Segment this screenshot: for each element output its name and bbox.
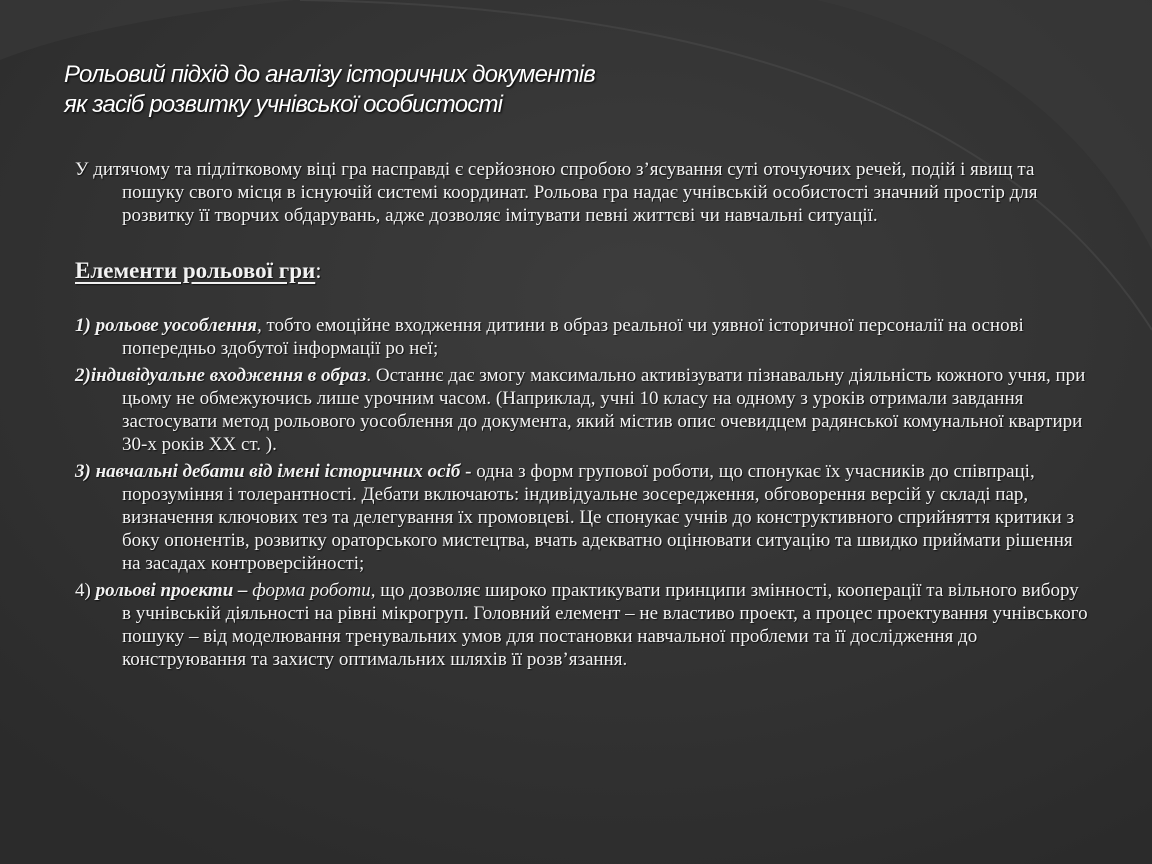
list-item-term: 3) навчальні дебати від імені історичних осіб	[75, 461, 461, 482]
list-item-term: рольові проекти –	[95, 580, 253, 601]
list-item	[75, 364, 1090, 456]
slide-title-line-2: як засіб розвитку учнівської особистості	[64, 91, 503, 118]
list-item-text: що дозволяє широко практикувати принципи змінності, кооперації та вільного вибору в учнівській діяльності на рівні мікрогруп. Головний елемент – не властиво проект, а процес проектування учнівського пошуку – від моделювання тренувальних умов для постановки навчальної проблеми та її дослідження до конструювання та захисту оптимальних шляхів її розв’язання.	[122, 580, 1088, 670]
slide-title	[64, 60, 824, 120]
list-item-term: 2)індивідуальне входження в образ	[75, 365, 367, 386]
list-item-separator: -	[460, 461, 477, 482]
intro-paragraph: У дитячому та підлітковому віці гра насправді є серйозною спробою з’ясування суті оточуючих речей, подій і явищ та пошуку свого місця в існуючій системі координат. Рольова гра надає учнівській особистості значний простір для розвитку її творчих обдарувань, адже дозволяє імітувати певні життєві чи навчальні ситуації.	[75, 159, 1038, 226]
list-item	[75, 460, 1090, 575]
section-heading-text: Елементи рольової гри	[75, 258, 316, 283]
slide-content	[75, 158, 1090, 675]
section-heading	[75, 259, 1090, 282]
list-item-number: 4)	[75, 580, 96, 601]
list-item	[75, 579, 1090, 671]
list-item-separator: ,	[256, 315, 267, 336]
list-item-term: 1) рольове уособлення	[75, 315, 257, 336]
list-item-text: одна з форм групової роботи, що спонукає їх учасників до співпраці, порозуміння і толерантності. Дебати включають: індивідуальне зосередження, обговорення версій у складі пар, визначення ключових тез та делегування їх промовцеві. Це спонукає учнів до конструктивного сприйняття критики з боку опонентів, розвитку ораторського мистецтва, вчать адекватно оцінювати ситуацію та швидко приймати рішення на засадах контроверсійності;	[122, 461, 1074, 574]
list-item-term-italic: форма роботи,	[252, 580, 376, 601]
list-item-text: тобто емоційне входження дитини в образ реальної чи уявної історичної персоналії на основі попередньо здобутої інформації ро неї;	[122, 315, 1024, 359]
list-item-text: Останнє дає змогу максимально активізувати пізнавальну діяльність кожного учня, при цьому не обмежуючись лише урочним часом. (Наприклад, учні 10 класу на одному з уроків отримали завдання застосувати метод рольового уособлення до документа, який містив опис очевидцем радянської комунальної квартири 30-х років ХХ ст. ).	[122, 365, 1086, 455]
section-heading-colon: :	[315, 258, 322, 283]
slide-title-line-1: Рольовий підхід до аналізу історичних документів	[64, 61, 595, 88]
list-item-separator: .	[366, 365, 376, 386]
list-item	[75, 314, 1090, 360]
